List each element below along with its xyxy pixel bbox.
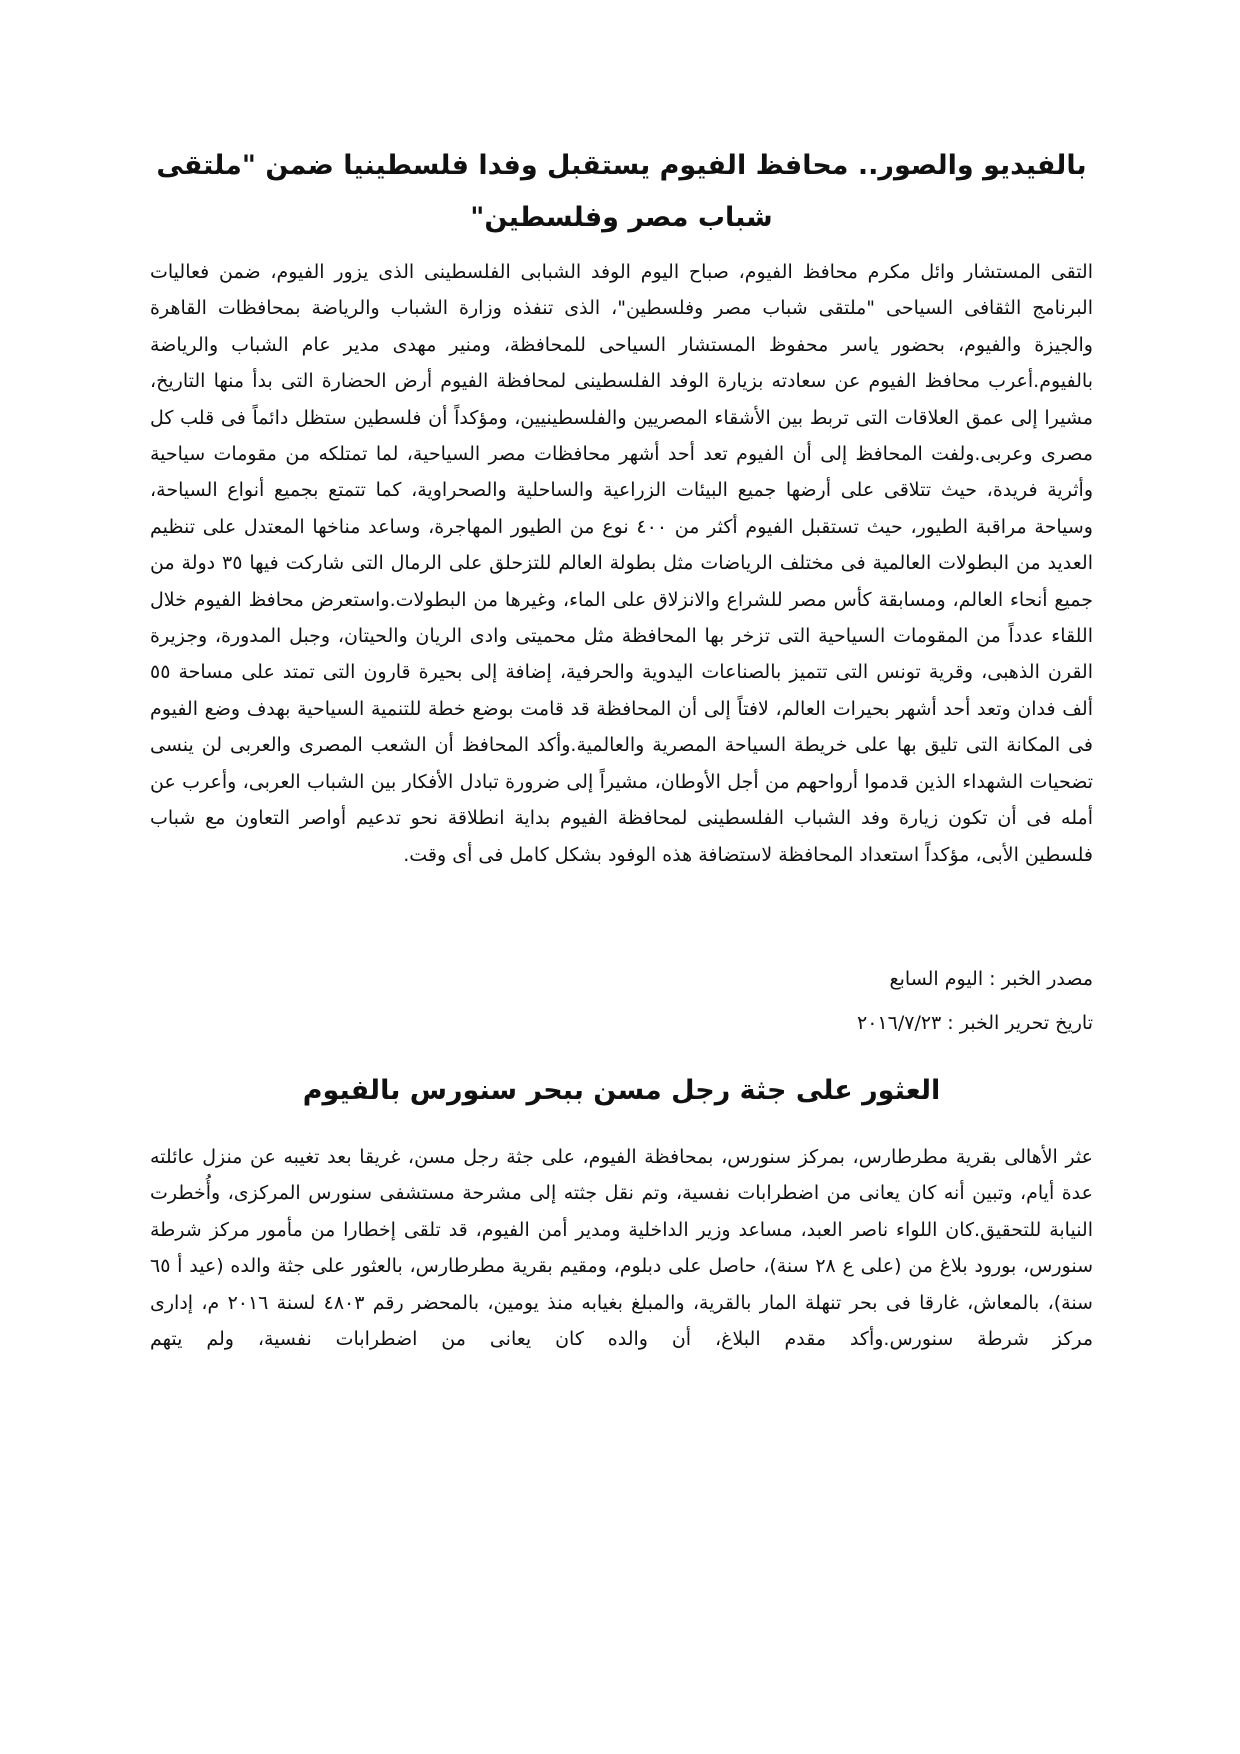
article-snores-body-found <box>150 1067 1093 1357</box>
article-1-body: التقى المستشار وائل مكرم محافظ الفيوم، صباح اليوم الوفد الشبابى الفلسطينى الذى يزور الفيوم، ضمن فعاليات البرنامج الثقافى السياحى "ملتقى شباب مصر وفلسطين"، الذى تنفذه وزارة الشباب والرياضة بمحافظات القاهرة والجيزة والفيوم، بحضور ياسر محفوظ المستشار السياحى للمحافظة، ومنير مهدى مدير عام الشباب والرياضة بالفيوم.أعرب محافظ الفيوم عن سعادته بزيارة الوفد الفلسطينى لمحافظة الفيوم أرض الحضارة التى بدأ منها التاريخ، مشيرا إلى عمق العلاقات التى تربط بين الأشقاء المصريين والفلسطينيين، ومؤكداً أن فلسطين ستظل دائماً فى قلب كل مصرى وعربى.ولفت المحافظ إلى أن الفيوم تعد أحد أشهر محافظات مصر السياحية، لما تمتلكه من مقومات سياحية وأثرية فريدة، حيث تتلاقى على أرضها جميع البيئات الزراعية والساحلية والصحراوية، كما تتمتع بجميع أنواع السياحة، وسياحة مراقبة الطيور، حيث تستقبل الفيوم أكثر من ٤٠٠ نوع من الطيور المهاجرة، وساعد مناخها المعتدل على تنظيم العديد من البطولات العالمية فى مختلف الرياضات مثل بطولة العالم للتزحلق على الرمال التى شاركت فيها ٣٥ دولة من جميع أنحاء العالم، ومسابقة كأس مصر للشراع والانزلاق على الماء، وغيرها من البطولات.واستعرض محافظ الفيوم خلال اللقاء عدداً من المقومات السياحية التى تزخر بها المحافظة مثل محميتى وادى الريان والحيتان، وجبل المدورة، وجزيرة القرن الذهبى، وقرية تونس التى تتميز بالصناعات اليدوية والحرفية، إضافة إلى بحيرة قارون التى تمتد على مساحة ٥٥ ألف فدان وتعد أحد أشهر بحيرات العالم، لافتاً إلى أن المحافظة قد قامت بوضع خطة للتنمية السياحية بهدف وضع الفيوم فى المكانة التى تليق بها على خريطة السياحة المصرية والعالمية.وأكد المحافظ أن الشعب المصرى والعربى لن ينسى تضحيات الشهداء الذين قدموا أرواحهم من أجل الأوطان، مشيراً إلى ضرورة تبادل الأفكار بين الشباب العربى، وأعرب عن أمله فى أن تكون زيارة وفد الشباب الفلسطينى لمحافظة الفيوم بداية انطلاقة نحو تدعيم أواصر التعاون مع شباب فلسطين الأبى، مؤكداً استعداد المحافظة لاستضافة هذه الوفود بشكل كامل فى أى وقت. <box>150 261 1093 866</box>
document-page <box>150 140 1093 1357</box>
news-date: تاريخ تحرير الخبر : ٢٠١٦/٧/٢٣ <box>857 1011 1093 1034</box>
article-1-meta <box>150 957 1093 1045</box>
article-1-title: بالفيديو والصور.. محافظ الفيوم يستقبل وفدا فلسطينيا ضمن "ملتقى شباب مصر وفلسطين" <box>156 150 1087 233</box>
article-2-title: العثور على جثة رجل مسن ببحر سنورس بالفيوم <box>302 1074 941 1106</box>
article-2-body: عثر الأهالى بقرية مطرطارس، بمركز سنورس، بمحافظة الفيوم، على جثة رجل مسن، غريقا بعد تغيبه عن منزل عائلته عدة أيام، وتبين أنه كان يعانى من اضطرابات نفسية، وتم نقل جثته إلى مشرحة مستشفى سنورس المركزى، وأُخطرت النيابة للتحقيق.كان اللواء ناصر العبد، مساعد وزير الداخلية ومدير أمن الفيوم، قد تلقى إخطارا من مأمور مركز شرطة سنورس، بورود بلاغ من (على ع ٢٨ سنة)، حاصل على دبلوم، ومقيم بقرية مطرطارس، بالعثور على جثة والده (عيد أ ٦٥ سنة)، بالمعاش، غارقا فى بحر تنهلة المار بالقرية، والمبلغ بغيابه منذ يومين، بالمحضر رقم ٤٨٠٣ لسنة ٢٠١٦ م، إدارى مركز شرطة سنورس.وأكد مقدم البلاغ، أن والده كان يعانى من اضطرابات نفسية، ولم يتهم <box>150 1145 1094 1350</box>
news-source: مصدر الخبر : اليوم السابع <box>889 967 1093 990</box>
article-fayoum-palestine <box>150 140 1093 1045</box>
